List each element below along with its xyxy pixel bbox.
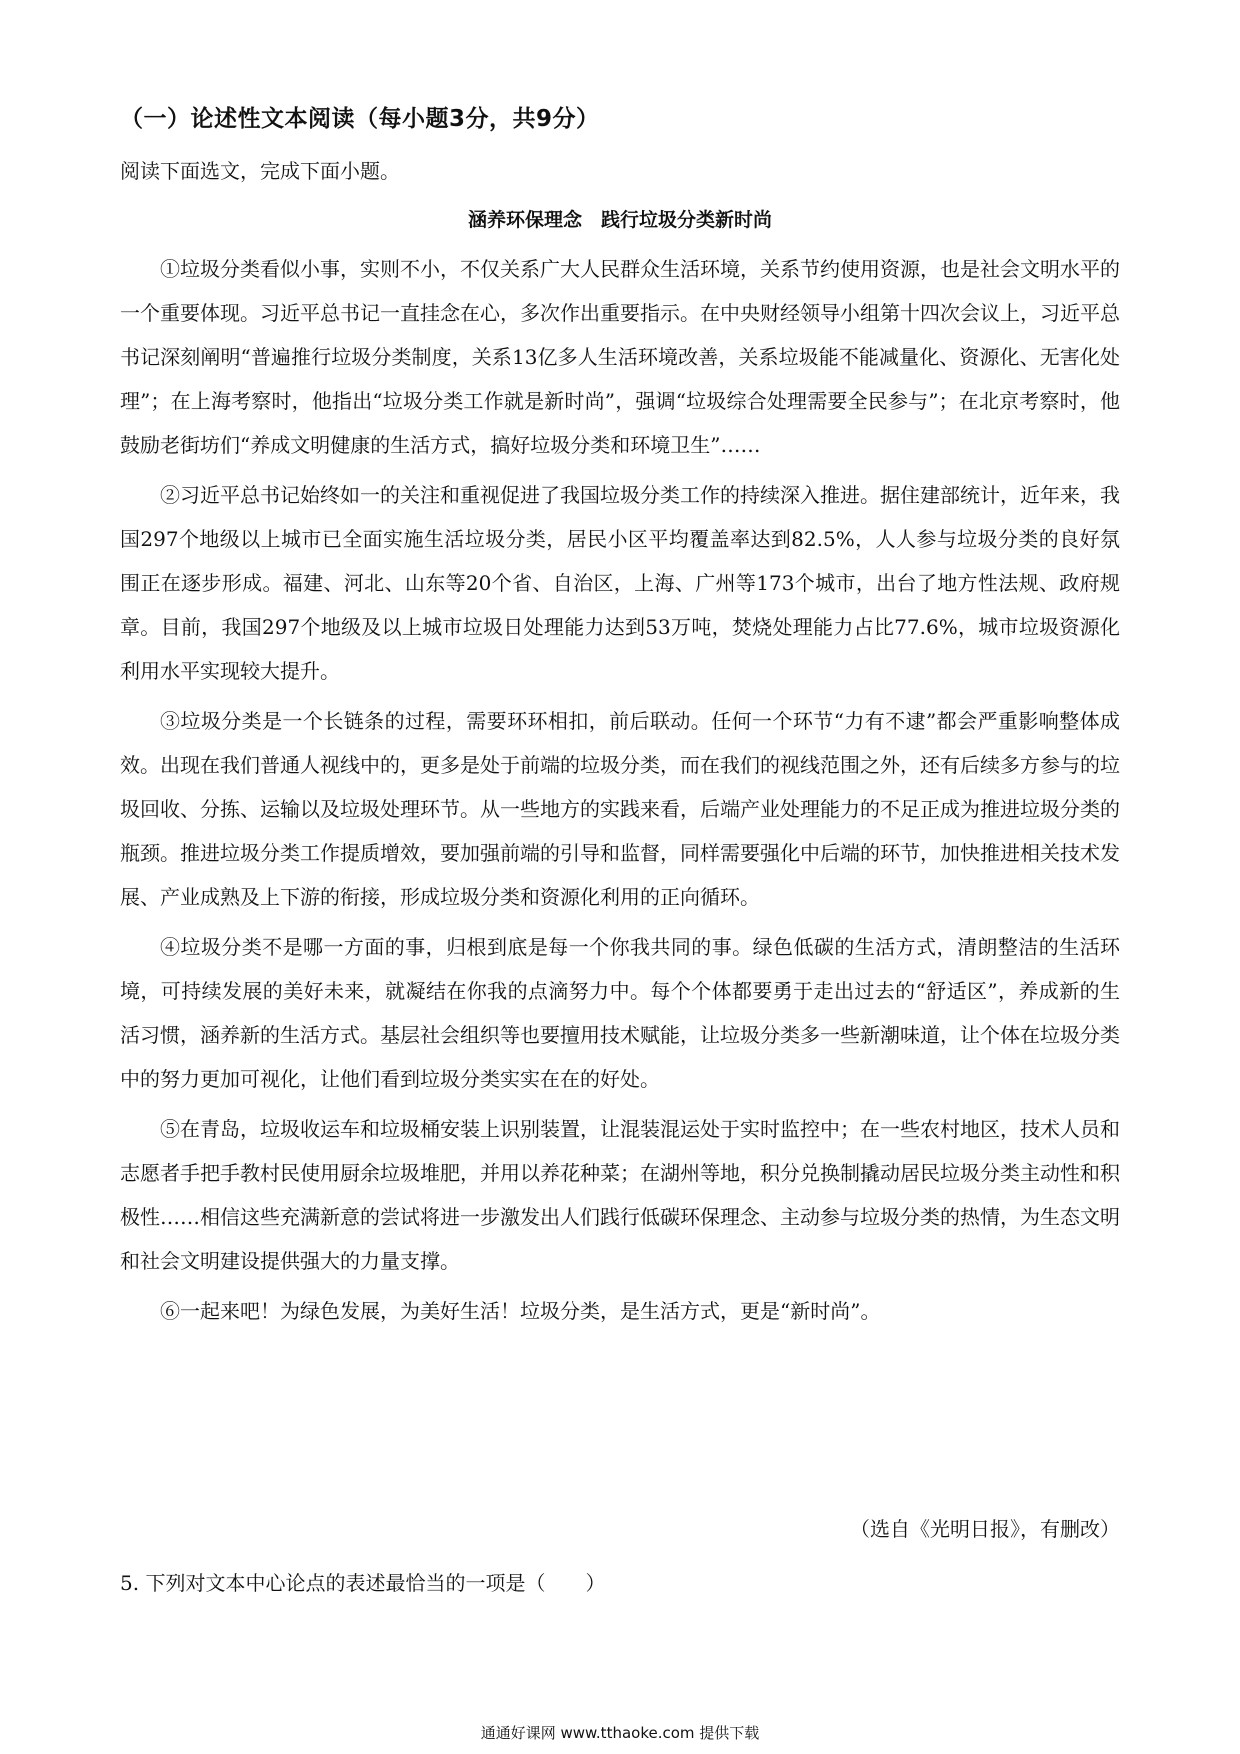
article-paragraph-2: ②习近平总书记始终如一的关注和重视促进了我国垃圾分类工作的持续深入推进。据住建部统计，近年来，我国297个地级以上城市已全面实施生活垃圾分类，居民小区平均覆盖率达到82.5%，人人参与垃圾分类的良好氛围正在逐步形成。福建、河北、山东等20个省、自治区，上海、广州等173个城市，出台了地方性法规、政府规章。目前，我国297个地级及以上城市垃圾日处理能力达到53万吨，焚烧处理能力占比77.6%，城市垃圾资源化利用水平实现较大提升。	[120, 483, 1120, 683]
article-paragraph-4: ④垃圾分类不是哪一方面的事，归根到底是每一个你我共同的事。绿色低碳的生活方式，清朗整洁的生活环境，可持续发展的美好未来，就凝结在你我的点滴努力中。每个个体都要勇于走出过去的“舒适区”，养成新的生活习惯，涵养新的生活方式。基层社会组织等也要擅用技术赋能，让垃圾分类多一些新潮味道，让个体在垃圾分类中的努力更加可视化，让他们看到垃圾分类实实在在的好处。	[120, 935, 1120, 1091]
reading-instruction: 阅读下面选文，完成下面小题。	[120, 159, 400, 183]
article-source: （选自《光明日报》，有删改）	[850, 1517, 1120, 1541]
article-paragraph-6: ⑥一起来吧！为绿色发展，为美好生活！垃圾分类，是生活方式，更是“新时尚”。	[160, 1299, 881, 1323]
article-paragraph-3: ③垃圾分类是一个长链条的过程，需要环环相扣，前后联动。任何一个环节“力有不逮”都会严重影响整体成效。出现在我们普通人视线中的，更多是处于前端的垃圾分类，而在我们的视线范围之外，还有后续多方参与的垃圾回收、分拣、运输以及垃圾处理环节。从一些地方的实践来看，后端产业处理能力的不足正成为推进垃圾分类的瓶颈。推进垃圾分类工作提质增效，要加强前端的引导和监督，同样需要强化中后端的环节，加快推进相关技术发展、产业成熟及上下游的衔接，形成垃圾分类和资源化利用的正向循环。	[120, 709, 1120, 909]
article-body	[120, 247, 1120, 1339]
article-paragraph-5: ⑤在青岛，垃圾收运车和垃圾桶安装上识别装置，让混装混运处于实时监控中；在一些农村地区，技术人员和志愿者手把手教村民使用厨余垃圾堆肥，并用以养花种菜；在湖州等地，积分兑换制撬动居民垃圾分类主动性和积极性……相信这些充满新意的尝试将进一步激发出人们践行低碳环保理念、主动参与垃圾分类的热情，为生态文明和社会文明建设提供强大的力量支撑。	[120, 1117, 1120, 1273]
page-footer: 通通好课网 www.tthaoke.com 提供下载	[480, 1724, 760, 1742]
article-title: 涵养环保理念 践行垃圾分类新时尚	[467, 209, 772, 231]
article-paragraph-1: ①垃圾分类看似小事，实则不小，不仅关系广大人民群众生活环境，关系节约使用资源，也是社会文明水平的一个重要体现。习近平总书记一直挂念在心，多次作出重要指示。在中央财经领导小组第十四次会议上，习近平总书记深刻阐明“普遍推行垃圾分类制度，关系13亿多人生活环境改善，关系垃圾能不能减量化、资源化、无害化处理”；在上海考察时，他指出“垃圾分类工作就是新时尚”，强调“垃圾综合处理需要全民参与”；在北京考察时，他鼓励老街坊们“养成文明健康的生活方式，搞好垃圾分类和环境卫生”……	[120, 257, 1120, 457]
question-5: 5. 下列对文本中心论点的表述最恰当的一项是（ ）	[120, 1571, 606, 1595]
section-heading: （一）论述性文本阅读（每小题3分，共9分）	[120, 106, 600, 132]
